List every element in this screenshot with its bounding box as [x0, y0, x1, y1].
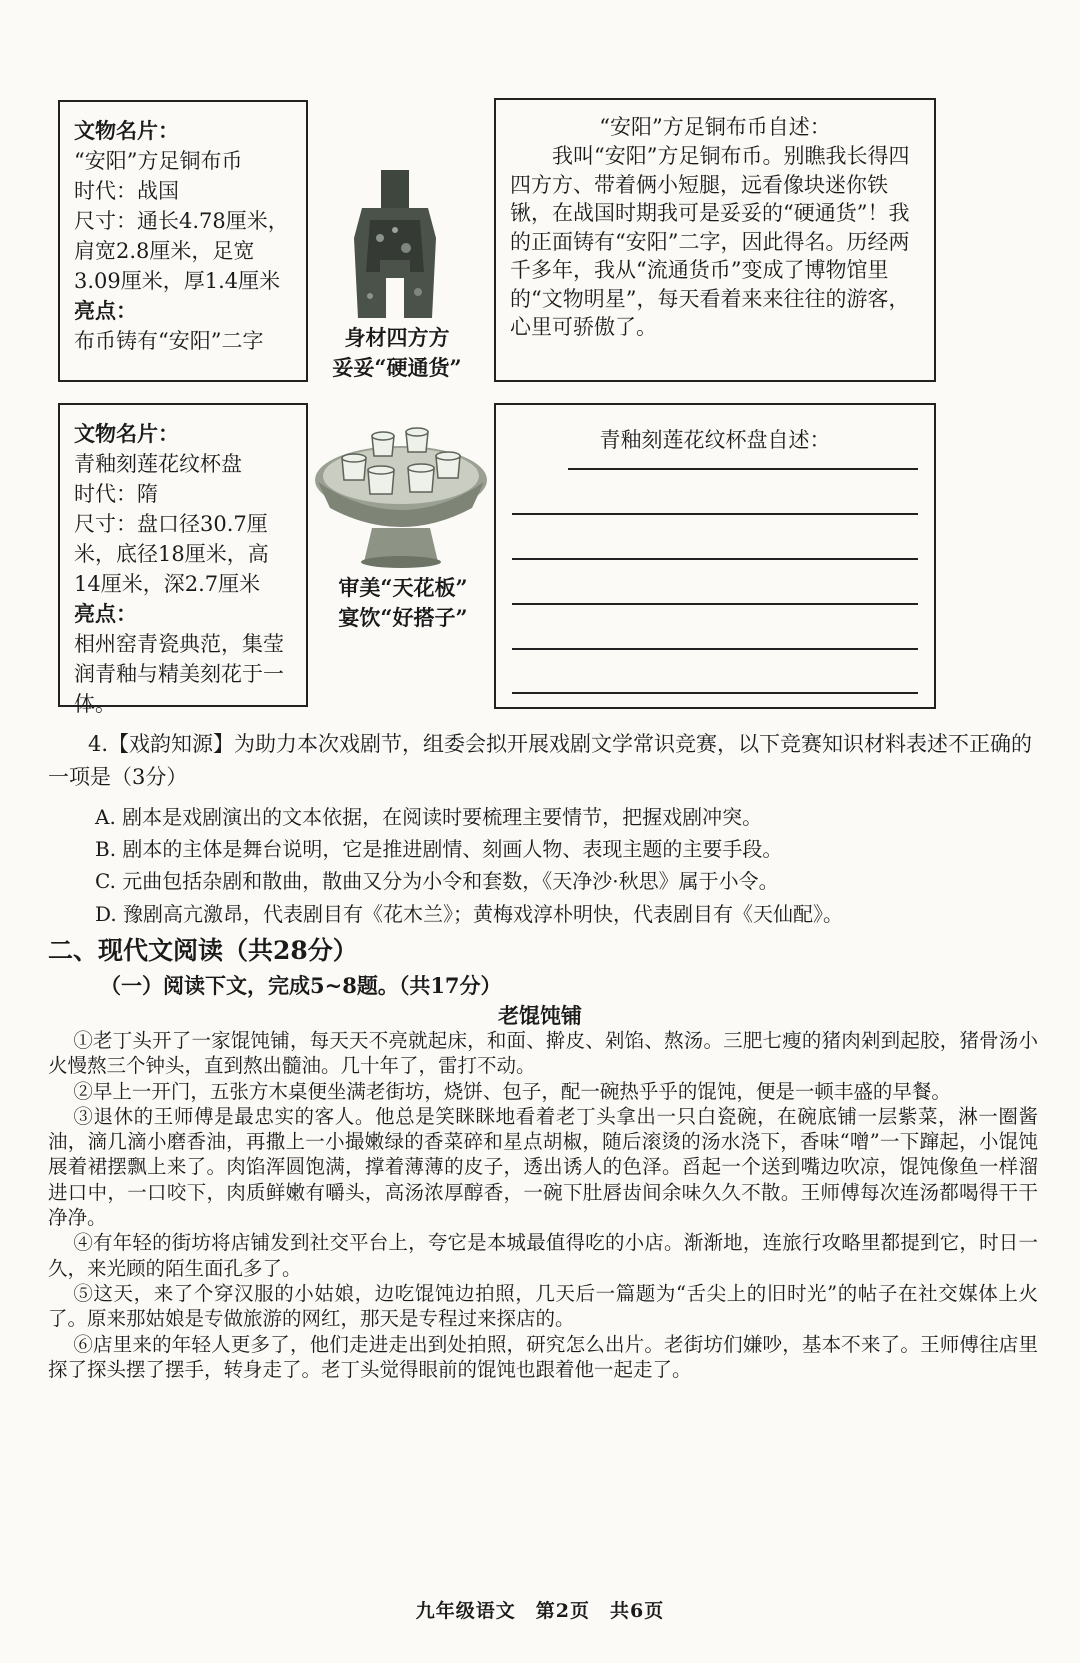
cupplate-caption	[318, 573, 488, 633]
artifact-name: 青釉刻莲花纹杯盘	[74, 452, 242, 476]
article-paragraph: ⑥店里来的年轻人更多了，他们走进走出到处拍照，研究怎么出片。老街坊们嫌吵，基本不来了。王师傅往店里探了探头摆了摆手，转身走了。老丁头觉得眼前的馄饨也跟着他一起走了。	[48, 1332, 1038, 1381]
card-title: 文物名片：	[74, 421, 179, 446]
artifact-size-line: 3.09厘米，厚1.4厘米	[74, 269, 281, 293]
artifact-era: 时代：战国	[74, 179, 179, 203]
page-footer: 九年级语文 第2页 共6页	[415, 1600, 665, 1622]
article-body	[48, 1028, 1038, 1382]
caption-line: 宴饮“好搭子”	[338, 605, 468, 630]
highlight-text: 布币铸有“安阳”二字	[74, 329, 264, 353]
artifact-size-line: 14厘米，深2.7厘米	[74, 572, 261, 596]
artifact-size-line: 尺寸：盘口径30.7厘	[74, 512, 268, 536]
answer-blank-line[interactable]	[512, 513, 918, 515]
self-narration-title: “安阳”方足铜布币自述：	[599, 115, 831, 139]
artifact-era: 时代：隋	[74, 482, 158, 506]
article-paragraph: ①老丁头开了一家馄饨铺，每天天不亮就起床，和面、擀皮、剁馅、熬汤。三肥七瘦的猪肉剁到起胶，猪骨汤小火慢熬三个钟头，直到熬出髓油。几十年了，雷打不动。	[48, 1029, 1038, 1078]
highlight-text: 润青釉与精美刻花于一	[74, 662, 284, 686]
answer-blank-line[interactable]	[512, 603, 918, 605]
highlight-text: 相州窑青瓷典范，集莹	[74, 632, 284, 656]
self-narration-title: 青釉刻莲花纹杯盘自述：	[599, 428, 831, 452]
cup-plate-image	[312, 418, 490, 568]
caption-line: 身材四方方	[344, 325, 450, 350]
caption-line: 审美“天花板”	[338, 575, 468, 600]
caption-line: 妥妥“硬通货”	[332, 355, 462, 380]
question-4-option-a[interactable]: A. 剧本是戏剧演出的文本依据，在阅读时要梳理主要情节，把握戏剧冲突。	[95, 805, 763, 829]
self-narration-text: 我叫“安阳”方足铜布币。别瞧我长得四四方方、带着俩小短腿，远看像块迷你铁锹，在战国时期我可是妥妥的“硬通货”！我的正面铸有“安阳”二字，因此得名。历经两千多年，我从“流通货币”变成了博物馆里的“文物明星”，每天看着来来往往的游客，心里可骄傲了。	[510, 144, 910, 339]
answer-blank-line[interactable]	[512, 692, 918, 694]
self-narration-coin	[494, 98, 936, 382]
highlight-label: 亮点：	[74, 298, 137, 323]
artifact-card-cupplate	[58, 403, 308, 716]
artifact-card-coin	[58, 100, 308, 382]
question-4-stem: 4.【戏韵知源】为助力本次戏剧节，组委会拟开展戏剧文学常识竞赛，以下竞赛知识材料表述不正确的一项是（3分）	[48, 732, 1033, 789]
question-4-option-b[interactable]: B. 剧本的主体是舞台说明，它是推进剧情、刻画人物、表现主题的主要手段。	[95, 837, 783, 861]
article-paragraph: ②早上一开门，五张方木桌便坐满老街坊，烧饼、包子，配一碗热乎乎的馄饨，便是一顿丰盛的早餐。	[73, 1079, 951, 1103]
artifact-size-line: 肩宽2.8厘米，足宽	[74, 239, 255, 263]
article-paragraph: ④有年轻的街坊将店铺发到社交平台上，夸它是本城最值得吃的小店。渐渐地，连旅行攻略里都提到它，时日一久，来光顾的陌生面孔多了。	[48, 1231, 1038, 1280]
card-title: 文物名片：	[74, 118, 179, 143]
question-4-option-c[interactable]: C. 元曲包括杂剧和散曲，散曲又分为小令和套数，《天净沙·秋思》属于小令。	[95, 869, 779, 893]
self-narration-cupplate	[494, 403, 936, 709]
spade-coin-image	[340, 168, 450, 320]
coin-caption	[312, 323, 482, 383]
article-title: 老馄饨铺	[498, 1003, 582, 1028]
subsection-heading: （一）阅读下文，完成5~8题。（共17分）	[100, 973, 502, 998]
answer-blank-line[interactable]	[512, 558, 918, 560]
article-paragraph: ③退休的王师傅是最忠实的客人。他总是笑眯眯地看着老丁头拿出一只白瓷碗，在碗底铺一层紫菜，淋一圈酱油，滴几滴小磨香油，再撒上一小撮嫩绿的香菜碎和星点胡椒，随后滚烫的汤水浇下，香味“噌”一下蹿起，小馄饨展着裙摆飘上来了。肉馅浑圆饱满，撑着薄薄的皮子，透出诱人的色泽。舀起一个送到嘴边吹凉，馄饨像鱼一样溜进口中，一口咬下，肉质鲜嫩有嚼头，高汤浓厚醇香，一碗下肚唇齿间余味久久不散。王师傅每次连汤都喝得干干净净。	[48, 1104, 1038, 1230]
highlight-label: 亮点：	[74, 601, 137, 626]
highlight-text: 体。	[74, 692, 116, 716]
article-paragraph: ⑤这天，来了个穿汉服的小姑娘，边吃馄饨边拍照，几天后一篇题为“舌尖上的旧时光”的帖子在社交媒体上火了。原来那姑娘是专做旅游的网红，那天是专程过来探店的。	[48, 1281, 1038, 1331]
artifact-name: “安阳”方足铜布币	[74, 149, 243, 173]
artifact-size-line: 尺寸：通长4.78厘米，	[74, 209, 289, 233]
artifact-size-line: 米，底径18厘米，高	[74, 542, 269, 566]
answer-blank-line[interactable]	[512, 648, 918, 650]
section-heading: 二、现代文阅读（共28分）	[48, 936, 358, 965]
answer-blank-line[interactable]	[568, 468, 918, 470]
question-4-option-d[interactable]: D. 豫剧高亢激昂，代表剧目有《花木兰》；黄梅戏淳朴明快，代表剧目有《天仙配》。	[95, 902, 844, 926]
